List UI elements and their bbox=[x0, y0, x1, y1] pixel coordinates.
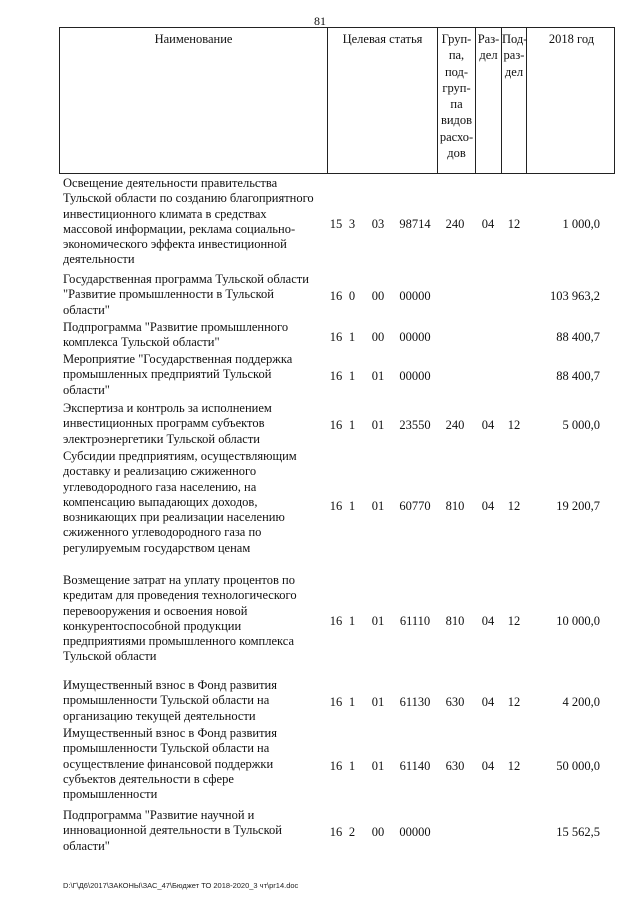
target-code-direction: 00000 bbox=[399, 369, 431, 383]
section: 04 bbox=[481, 499, 495, 513]
amount-2018: 1 000,0 bbox=[562, 217, 600, 231]
expense-group: 810 bbox=[445, 499, 465, 513]
expense-group: 810 bbox=[445, 614, 465, 628]
row-name: Подпрограмма "Развитие научной и инновационной деятельности в Тульской области" bbox=[63, 808, 282, 853]
header-section: Раз- дел bbox=[477, 32, 500, 63]
row-name: Возмещение затрат на уплату процентов по кредитам для проведения технологического перевооружения и освоения новой конкурентоспособной продукции предприятиями промышленного комплекса Тульской области bbox=[63, 573, 297, 664]
header-subsection: Под- раз- дел bbox=[502, 32, 528, 79]
row-name: Государственная программа Тульской области "Развитие промышленности в Тульской области" bbox=[63, 272, 309, 317]
row-name: Подпрограмма "Развитие промышленного комплекса Тульской области" bbox=[63, 320, 289, 350]
table-row bbox=[0, 678, 640, 726]
target-code-subprogram: 1 bbox=[348, 418, 356, 432]
target-code-event: 00 bbox=[371, 330, 385, 344]
expense-group: 630 bbox=[445, 695, 465, 709]
target-code-direction: 00000 bbox=[399, 289, 431, 303]
row-name: Имущественный взнос в Фонд развития промышленности Тульской области на осуществление финансовой поддержки субъектов деятельности в сфере промышленности bbox=[63, 726, 277, 802]
target-code-subprogram: 1 bbox=[348, 759, 356, 773]
target-code-program: 16 bbox=[329, 369, 343, 383]
amount-2018: 15 562,5 bbox=[556, 825, 600, 839]
page-number: 81 bbox=[314, 14, 326, 28]
target-code-direction: 00000 bbox=[399, 330, 431, 344]
target-code-subprogram: 1 bbox=[348, 614, 356, 628]
target-code-subprogram: 3 bbox=[348, 217, 356, 231]
header-name: Наименование bbox=[154, 32, 233, 46]
target-code-subprogram: 1 bbox=[348, 369, 356, 383]
target-code-event: 01 bbox=[371, 418, 385, 432]
target-code-subprogram: 2 bbox=[348, 825, 356, 839]
target-code-program: 16 bbox=[329, 695, 343, 709]
expense-group: 240 bbox=[445, 217, 465, 231]
row-name: Освещение деятельности правительства Тульской области по созданию благоприятного инвестиционного климата в средствах массовой информации, реклама социально- экономического эффекта инвестиционной деятельности bbox=[63, 176, 314, 267]
row-name: Субсидии предприятиям, осуществляющим доставку и реализацию сжиженного углеводородного газа населению, на компенсацию выпадающих доходов, возникающих при реализации населению сжиженного углеводородного газа по регулируемым государством ценам bbox=[63, 449, 297, 555]
target-code-event: 01 bbox=[371, 499, 385, 513]
target-code-event: 00 bbox=[371, 289, 385, 303]
target-code-subprogram: 0 bbox=[348, 289, 356, 303]
target-code-program: 16 bbox=[329, 289, 343, 303]
amount-2018: 4 200,0 bbox=[562, 695, 600, 709]
section: 04 bbox=[481, 695, 495, 709]
table-row bbox=[0, 401, 640, 449]
expense-group: 630 bbox=[445, 759, 465, 773]
row-name: Экспертиза и контроль за исполнением инвестиционных программ субъектов электроэнергетики Тульской области bbox=[63, 401, 272, 446]
header-year: 2018 год bbox=[548, 32, 595, 46]
section: 04 bbox=[481, 759, 495, 773]
row-name: Имущественный взнос в Фонд развития промышленности Тульской области на организацию текущей деятельности bbox=[63, 678, 277, 723]
target-code-event: 00 bbox=[371, 825, 385, 839]
target-code-program: 15 bbox=[329, 217, 343, 231]
target-code-event: 01 bbox=[371, 614, 385, 628]
subsection: 12 bbox=[507, 614, 521, 628]
table-row bbox=[0, 352, 640, 400]
target-code-direction: 61110 bbox=[399, 614, 431, 628]
target-code-direction: 00000 bbox=[399, 825, 431, 839]
subsection: 12 bbox=[507, 217, 521, 231]
section: 04 bbox=[481, 217, 495, 231]
section: 04 bbox=[481, 614, 495, 628]
section: 04 bbox=[481, 418, 495, 432]
subsection: 12 bbox=[507, 695, 521, 709]
target-code-program: 16 bbox=[329, 759, 343, 773]
amount-2018: 19 200,7 bbox=[556, 499, 600, 513]
table-row bbox=[0, 449, 640, 571]
file-path-footer: D:\Г\Д6\2017\ЗАКОНЫ\ЗАС_47\Бюджет ТО 2018-2020_3 чт\pr14.doc bbox=[63, 881, 299, 890]
target-code-event: 01 bbox=[371, 369, 385, 383]
subsection: 12 bbox=[507, 418, 521, 432]
table-row bbox=[0, 320, 640, 352]
target-code-event: 03 bbox=[371, 217, 385, 231]
target-code-direction: 23550 bbox=[399, 418, 431, 432]
table-row bbox=[0, 808, 640, 856]
target-code-subprogram: 1 bbox=[348, 330, 356, 344]
column-divider bbox=[327, 28, 328, 173]
table-row bbox=[0, 726, 640, 806]
amount-2018: 88 400,7 bbox=[556, 369, 600, 383]
table-header bbox=[59, 27, 615, 174]
target-code-program: 16 bbox=[329, 330, 343, 344]
amount-2018: 5 000,0 bbox=[562, 418, 600, 432]
expense-group: 240 bbox=[445, 418, 465, 432]
amount-2018: 103 963,2 bbox=[550, 289, 600, 303]
table-row bbox=[0, 272, 640, 320]
target-code-program: 16 bbox=[329, 614, 343, 628]
header-expense-group: Груп- па, под- груп- па видов расхо- дов bbox=[439, 32, 474, 161]
subsection: 12 bbox=[507, 499, 521, 513]
target-code-event: 01 bbox=[371, 695, 385, 709]
header-target-article: Целевая статья bbox=[342, 32, 423, 46]
target-code-direction: 98714 bbox=[399, 217, 431, 231]
target-code-direction: 60770 bbox=[399, 499, 431, 513]
column-divider bbox=[526, 28, 527, 173]
target-code-program: 16 bbox=[329, 499, 343, 513]
table-row bbox=[0, 573, 640, 681]
target-code-event: 01 bbox=[371, 759, 385, 773]
target-code-subprogram: 1 bbox=[348, 695, 356, 709]
target-code-program: 16 bbox=[329, 418, 343, 432]
target-code-subprogram: 1 bbox=[348, 499, 356, 513]
table-row bbox=[0, 176, 640, 272]
subsection: 12 bbox=[507, 759, 521, 773]
row-name: Мероприятие "Государственная поддержка промышленных предприятий Тульской области" bbox=[63, 352, 293, 397]
amount-2018: 88 400,7 bbox=[556, 330, 600, 344]
target-code-direction: 61140 bbox=[399, 759, 431, 773]
target-code-direction: 61130 bbox=[399, 695, 431, 709]
amount-2018: 10 000,0 bbox=[556, 614, 600, 628]
target-code-program: 16 bbox=[329, 825, 343, 839]
amount-2018: 50 000,0 bbox=[556, 759, 600, 773]
